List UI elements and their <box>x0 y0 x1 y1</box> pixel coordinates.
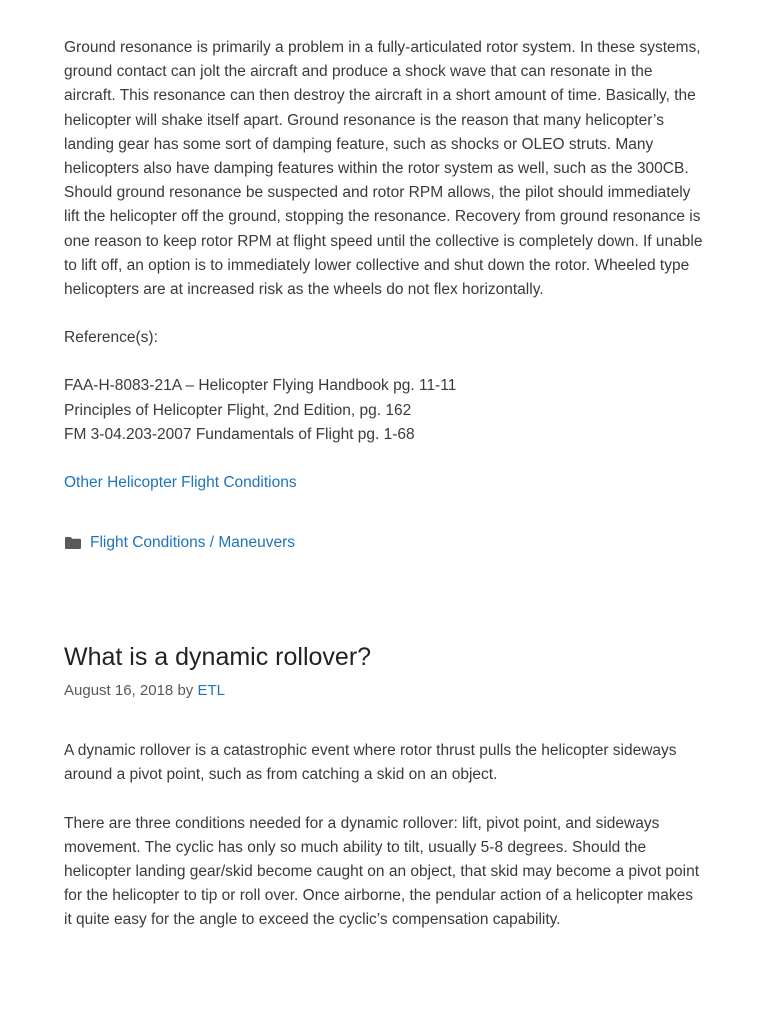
other-conditions-link-wrap <box>64 471 704 495</box>
reference-item: FAA-H-8083-21A – Helicopter Flying Handbook pg. 11-11 <box>64 377 457 395</box>
article-date: August 16, 2018 <box>64 682 174 700</box>
author-link[interactable]: ETL <box>197 682 225 700</box>
article-paragraph: A dynamic rollover is a catastrophic event where rotor thrust pulls the helicopter sideways around a pivot point, such as from catching a skid on an object. <box>64 742 677 784</box>
article-title[interactable]: What is a dynamic rollover? <box>64 643 372 672</box>
dynamic-rollover-article <box>64 641 704 932</box>
references-list <box>64 374 704 447</box>
folder-icon <box>64 536 82 550</box>
article-meta <box>64 681 704 701</box>
reference-item: Principles of Helicopter Flight, 2nd Edition, pg. 162 <box>64 401 412 419</box>
previous-article-content <box>64 36 704 555</box>
reference-item: FM 3-04.203-2007 Fundamentals of Flight pg. 1-68 <box>64 425 415 443</box>
article-body <box>64 739 704 932</box>
other-flight-conditions-link[interactable]: Other Helicopter Flight Conditions <box>64 474 297 492</box>
references-heading: Reference(s): <box>64 329 158 347</box>
article-paragraph: There are three conditions needed for a dynamic rollover: lift, pivot point, and sideways movement. The cyclic has only so much ability to tilt, usually 5-8 degrees. Should the helicopter landing gear/skid become caught on an object, that skid may become a pivot point for the helicopter to tip or roll over. Once airborne, the pendular action of a helicopter makes it quite easy for the angle to exceed the cyclic’s compensation capability. <box>64 814 700 929</box>
article-by: by <box>177 682 194 700</box>
category-link[interactable]: Flight Conditions / Maneuvers <box>90 534 296 552</box>
ground-resonance-paragraph: Ground resonance is primarily a problem in a fully-articulated rotor system. In these systems, ground contact can jolt the aircraft and produce a shock wave that can resonate in the aircraft. This resonance can then destroy the aircraft in a short amount of time. Basically, the helicopter will shake itself apart. Ground resonance is the reason that many helicopter’s landing gear has some sort of damping feature, such as shocks or OLEO struts. Many helicopters also have damping features within the rotor system as well, such as the 300CB. Should ground resonance be suspected and rotor RPM allows, the pilot should immediately lift the helicopter off the ground, stopping the resonance. Recovery from ground resonance is one reason to keep rotor RPM at flight speed until the collective is completely down. If unable to lift off, an option is to immediately lower collective and shut down the rotor. Wheeled type helicopters are at increased risk as the wheels do not flex horizontally. <box>64 39 703 299</box>
category-row <box>64 531 704 555</box>
